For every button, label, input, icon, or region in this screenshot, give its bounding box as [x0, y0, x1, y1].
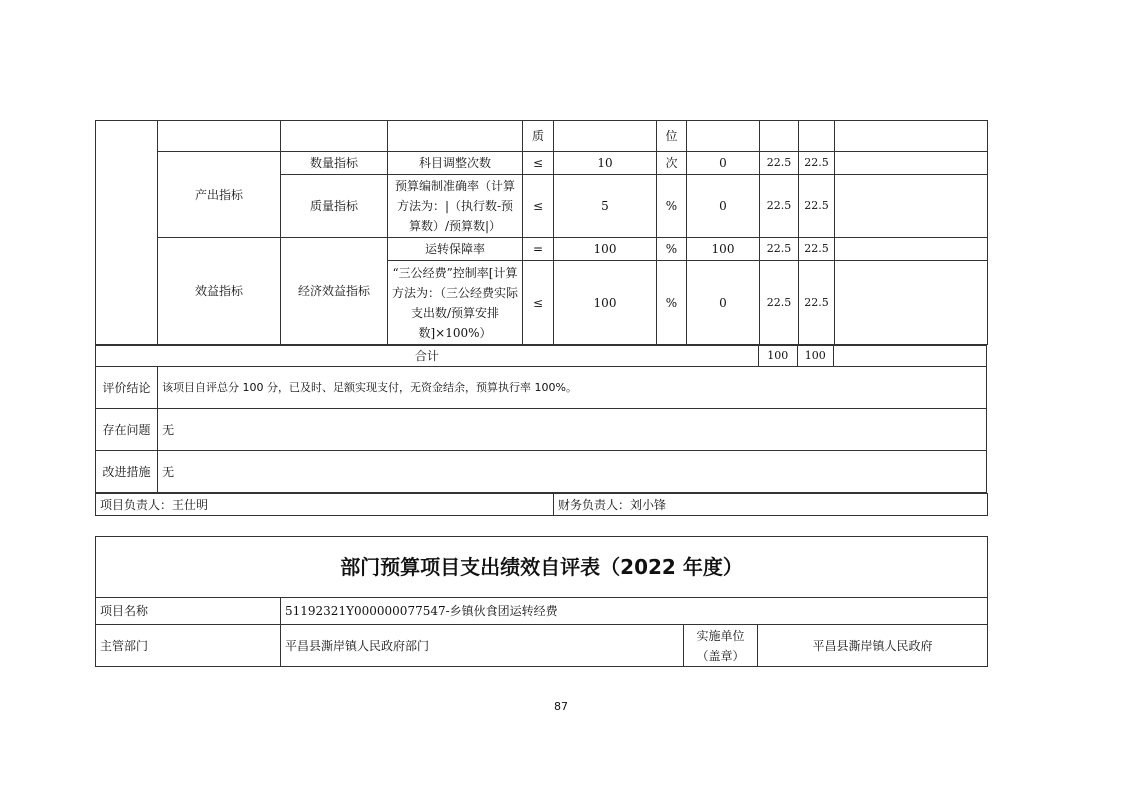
blank-cell: [96, 121, 158, 345]
cell: 位: [657, 121, 687, 152]
total-score: 100: [797, 346, 833, 367]
score: 22.5: [799, 238, 835, 261]
indicator-item: “三公经费”控制率[计算方法为：（三公经费实际支出数/预算安排数]×100%）: [388, 261, 523, 345]
actual-value: 0: [687, 175, 760, 238]
conclusion-value: 该项目自评总分 100 分，已及时、足额实现支付，无资金结余，预算执行率 100%。: [158, 367, 987, 409]
measures-label: 改进措施: [96, 451, 158, 493]
total-weight: 100: [758, 346, 797, 367]
quantity-indicator-label: 数量指标: [281, 152, 388, 175]
operator: ≤: [523, 175, 554, 238]
conclusion-label: 评价结论: [96, 367, 158, 409]
problems-label: 存在问题: [96, 409, 158, 451]
implementing-unit-value: 平昌县澌岸镇人民政府: [758, 625, 988, 667]
weight: 22.5: [760, 238, 799, 261]
problems-value: 无: [158, 409, 987, 451]
score: 22.5: [799, 261, 835, 345]
indicator-table: [95, 120, 988, 345]
project-name-value: 51192321Y000000077547-乡镇伙食团运转经费: [281, 598, 988, 625]
weight: 22.5: [760, 152, 799, 175]
table-row: [96, 238, 988, 261]
title-row: [96, 537, 988, 598]
weight: 22.5: [760, 175, 799, 238]
department-value: 平昌县澌岸镇人民政府部门: [281, 625, 684, 667]
unit: %: [657, 238, 687, 261]
conclusion-row: [96, 367, 987, 409]
table-row: [96, 152, 988, 175]
table-row: [96, 121, 988, 152]
output-indicator-label: 产出指标: [158, 152, 281, 238]
actual-value: 0: [687, 152, 760, 175]
indicator-item: 运转保障率: [388, 238, 523, 261]
total-row: [96, 346, 987, 367]
indicator-item: 科目调整次数: [388, 152, 523, 175]
benefit-indicator-label: 效益指标: [158, 238, 281, 345]
problems-row: [96, 409, 987, 451]
actual-value: 0: [687, 261, 760, 345]
project-leader: 项目负责人：王仕明: [96, 494, 554, 516]
score: 22.5: [799, 152, 835, 175]
signature-table: [95, 493, 988, 516]
operator: =: [523, 238, 554, 261]
page-number: 87: [554, 700, 568, 713]
unit: %: [657, 175, 687, 238]
evaluation-form-table: [95, 536, 988, 667]
measures-row: [96, 451, 987, 493]
actual-value: 100: [687, 238, 760, 261]
cell: 质: [523, 121, 554, 152]
target-value: 100: [554, 261, 657, 345]
target-value: 10: [554, 152, 657, 175]
unit: 次: [657, 152, 687, 175]
project-name-row: [96, 598, 988, 625]
target-value: 5: [554, 175, 657, 238]
operator: ≤: [523, 152, 554, 175]
signature-row: [96, 494, 988, 516]
total-label: 合计: [96, 346, 759, 367]
project-name-label: 项目名称: [96, 598, 281, 625]
weight: 22.5: [760, 261, 799, 345]
economic-indicator-label: 经济效益指标: [281, 238, 388, 345]
quality-indicator-label: 质量指标: [281, 175, 388, 238]
score: 22.5: [799, 175, 835, 238]
department-row: [96, 625, 988, 667]
department-label: 主管部门: [96, 625, 281, 667]
measures-value: 无: [158, 451, 987, 493]
finance-leader: 财务负责人：刘小锋: [554, 494, 988, 516]
summary-table: [95, 345, 987, 493]
unit: %: [657, 261, 687, 345]
implementing-unit-label: 实施单位（盖章）: [684, 625, 758, 667]
form-title: 部门预算项目支出绩效自评表（2022 年度）: [96, 537, 988, 598]
operator: ≤: [523, 261, 554, 345]
indicator-item: 预算编制准确率（计算方法为：|（执行数-预算数）/预算数|）: [388, 175, 523, 238]
target-value: 100: [554, 238, 657, 261]
